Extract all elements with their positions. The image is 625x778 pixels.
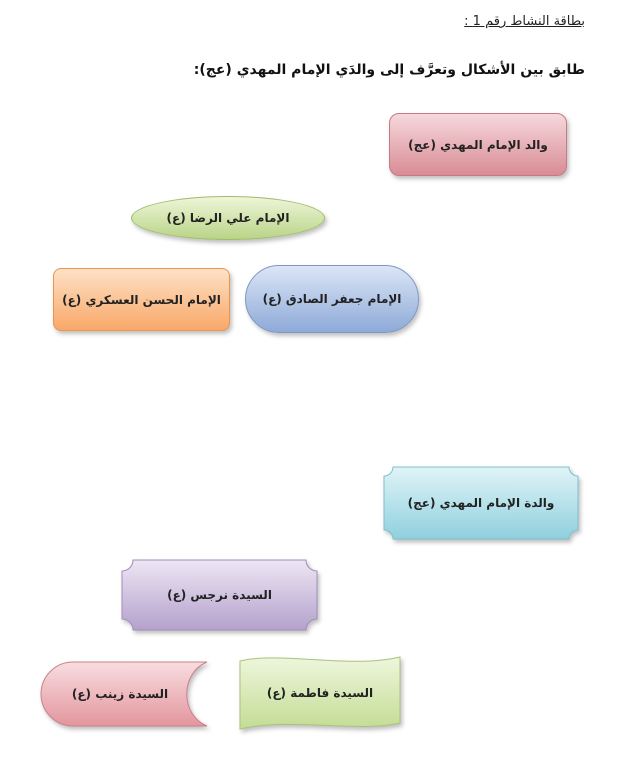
option-sayyida-narjis-label: السيدة نرجس (ع) (167, 588, 272, 602)
option-imam-hasan-askari-label: الإمام الحسن العسكري (ع) (62, 292, 221, 307)
father-title-label: والد الإمام المهدي (عج) (408, 137, 548, 152)
option-sayyida-fatima-label: السيدة فاطمة (ع) (266, 686, 374, 700)
mother-title-label: والدة الإمام المهدي (عج) (407, 496, 555, 510)
option-imam-jafar-sadiq-label: الإمام جعفر الصادق (ع) (262, 292, 402, 306)
instruction: طابق بين الأشكال وتعرَّف إلى والدَي الإمام المهدي (عج): (193, 62, 585, 78)
card-title: بطاقة النشاط رقم 1 : (464, 14, 585, 29)
option-sayyida-zaynab-label: السيدة زينب (ع) (71, 687, 169, 701)
option-imam-jafar-sadiq[interactable] (245, 265, 419, 333)
option-imam-hasan-askari[interactable] (53, 268, 230, 331)
father-title-box[interactable] (389, 113, 567, 176)
option-imam-ali-rida[interactable] (131, 196, 325, 240)
option-imam-ali-rida-label: الإمام علي الرضا (ع) (166, 211, 290, 225)
